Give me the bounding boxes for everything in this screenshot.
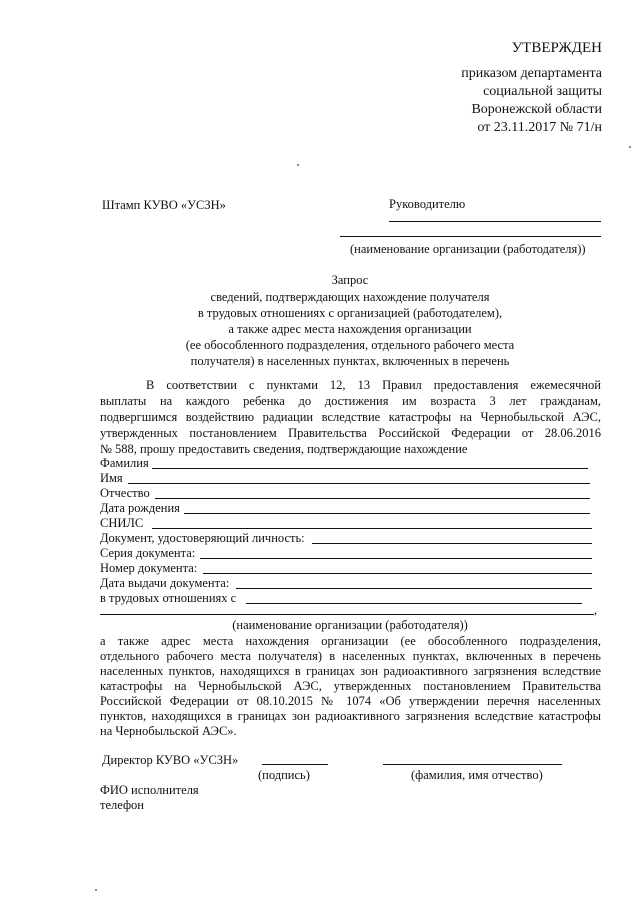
phone-label: телефон (100, 798, 144, 812)
snils-field[interactable] (152, 528, 592, 529)
body-line: утвержденных постановлением Правительства Российской Федерации от 28.06.2016 (100, 426, 601, 440)
org-name-caption: (наименование организации (работодателя)) (350, 242, 586, 256)
approval-line: приказом департамента (461, 66, 602, 81)
doc-series-label: Серия документа: (100, 546, 196, 560)
surname-field[interactable] (152, 468, 588, 469)
id-document-field[interactable] (312, 543, 592, 544)
director-name-line[interactable] (383, 764, 562, 765)
body-line: № 588, прошу предоставить сведения, подтверждающие нахождение (100, 442, 468, 456)
address-line: Российской Федерации от 08.10.2015 № 1074 «Об утверждении перечня населенных (100, 694, 601, 708)
scan-speck (95, 889, 97, 891)
patronymic-label: Отчество (100, 486, 150, 500)
request-title: Запрос (331, 273, 369, 287)
birth-date-label: Дата рождения (100, 501, 180, 515)
director-name-caption: (фамилия, имя отчество) (411, 768, 543, 782)
address-line: отдельного рабочего места получателя) в населенных пунктах, включенных в перечень (100, 649, 601, 663)
name-label: Имя (100, 471, 123, 485)
doc-number-field[interactable] (203, 573, 592, 574)
employer-field-continued[interactable] (100, 614, 594, 615)
birth-date-field[interactable] (184, 513, 590, 514)
stamp-label: Штамп КУВО «УСЗН» (102, 198, 226, 212)
director-label: Директор КУВО «УСЗН» (102, 753, 239, 767)
approval-date: от 23.11.2017 № 71/н (477, 120, 602, 135)
body-line: выплаты на каждого ребенка до достижения им возраста 3 лет гражданам, (100, 394, 601, 408)
approval-line: социальной защиты (483, 84, 602, 99)
scan-speck (297, 164, 299, 166)
snils-label: СНИЛС (100, 516, 144, 530)
doc-series-field[interactable] (200, 558, 592, 559)
patronymic-field[interactable] (155, 498, 590, 499)
address-line: а также адрес места нахождения организации (ее обособленного подразделения, (100, 634, 601, 648)
address-line: на Чернобыльской АЭС». (100, 724, 237, 738)
address-line: пунктов, находящихся в границах зон радиоактивного загрязнения вследствие катастрофы (100, 709, 601, 723)
scan-speck (629, 146, 631, 148)
address-line: населенных пунктов, находящихся в границах зон радиоактивного загрязнения вследствие (100, 664, 601, 678)
doc-number-label: Номер документа: (100, 561, 198, 575)
body-line: подвергшимся воздействию радиации вследствие катастрофы на Чернобыльской АЭС, (100, 410, 601, 424)
employer-field[interactable] (246, 603, 582, 604)
signature-line[interactable] (262, 764, 328, 765)
surname-label: Фамилия (100, 456, 149, 470)
address-line: катастрофы на Чернобыльской АЭС, утвержденных постановлением Правительства (100, 679, 601, 693)
executor-label: ФИО исполнителя (100, 783, 199, 797)
addressee-label: Руководителю (389, 197, 466, 211)
body-line: В соответствии с пунктами 12, 13 Правил предоставления ежемесячной (146, 378, 601, 392)
request-line: получателя) в населенных пунктах, включенных в перечень (190, 354, 510, 368)
comma: , (594, 603, 598, 617)
request-line: в трудовых отношениях с организацией (работодателем), (197, 306, 503, 320)
employment-label: в трудовых отношениях с (100, 591, 237, 605)
request-line: а также адрес места нахождения организации (228, 322, 472, 336)
doc-issue-date-field[interactable] (236, 588, 592, 589)
employer-caption: (наименование организации (работодателя)) (232, 618, 468, 632)
request-line: сведений, подтверждающих нахождение получателя (210, 290, 490, 304)
approval-line: Воронежской области (471, 102, 602, 117)
request-line: (ее обособленного подразделения, отдельного рабочего места (185, 338, 515, 352)
org-name-line-2 (340, 236, 601, 237)
signature-caption: (подпись) (258, 768, 310, 782)
org-name-line-1 (389, 221, 601, 222)
id-document-label: Документ, удостоверяющий личность: (100, 531, 305, 545)
approval-title: УТВЕРЖДЕН (511, 40, 602, 56)
name-field[interactable] (128, 483, 590, 484)
doc-issue-date-label: Дата выдачи документа: (100, 576, 230, 590)
